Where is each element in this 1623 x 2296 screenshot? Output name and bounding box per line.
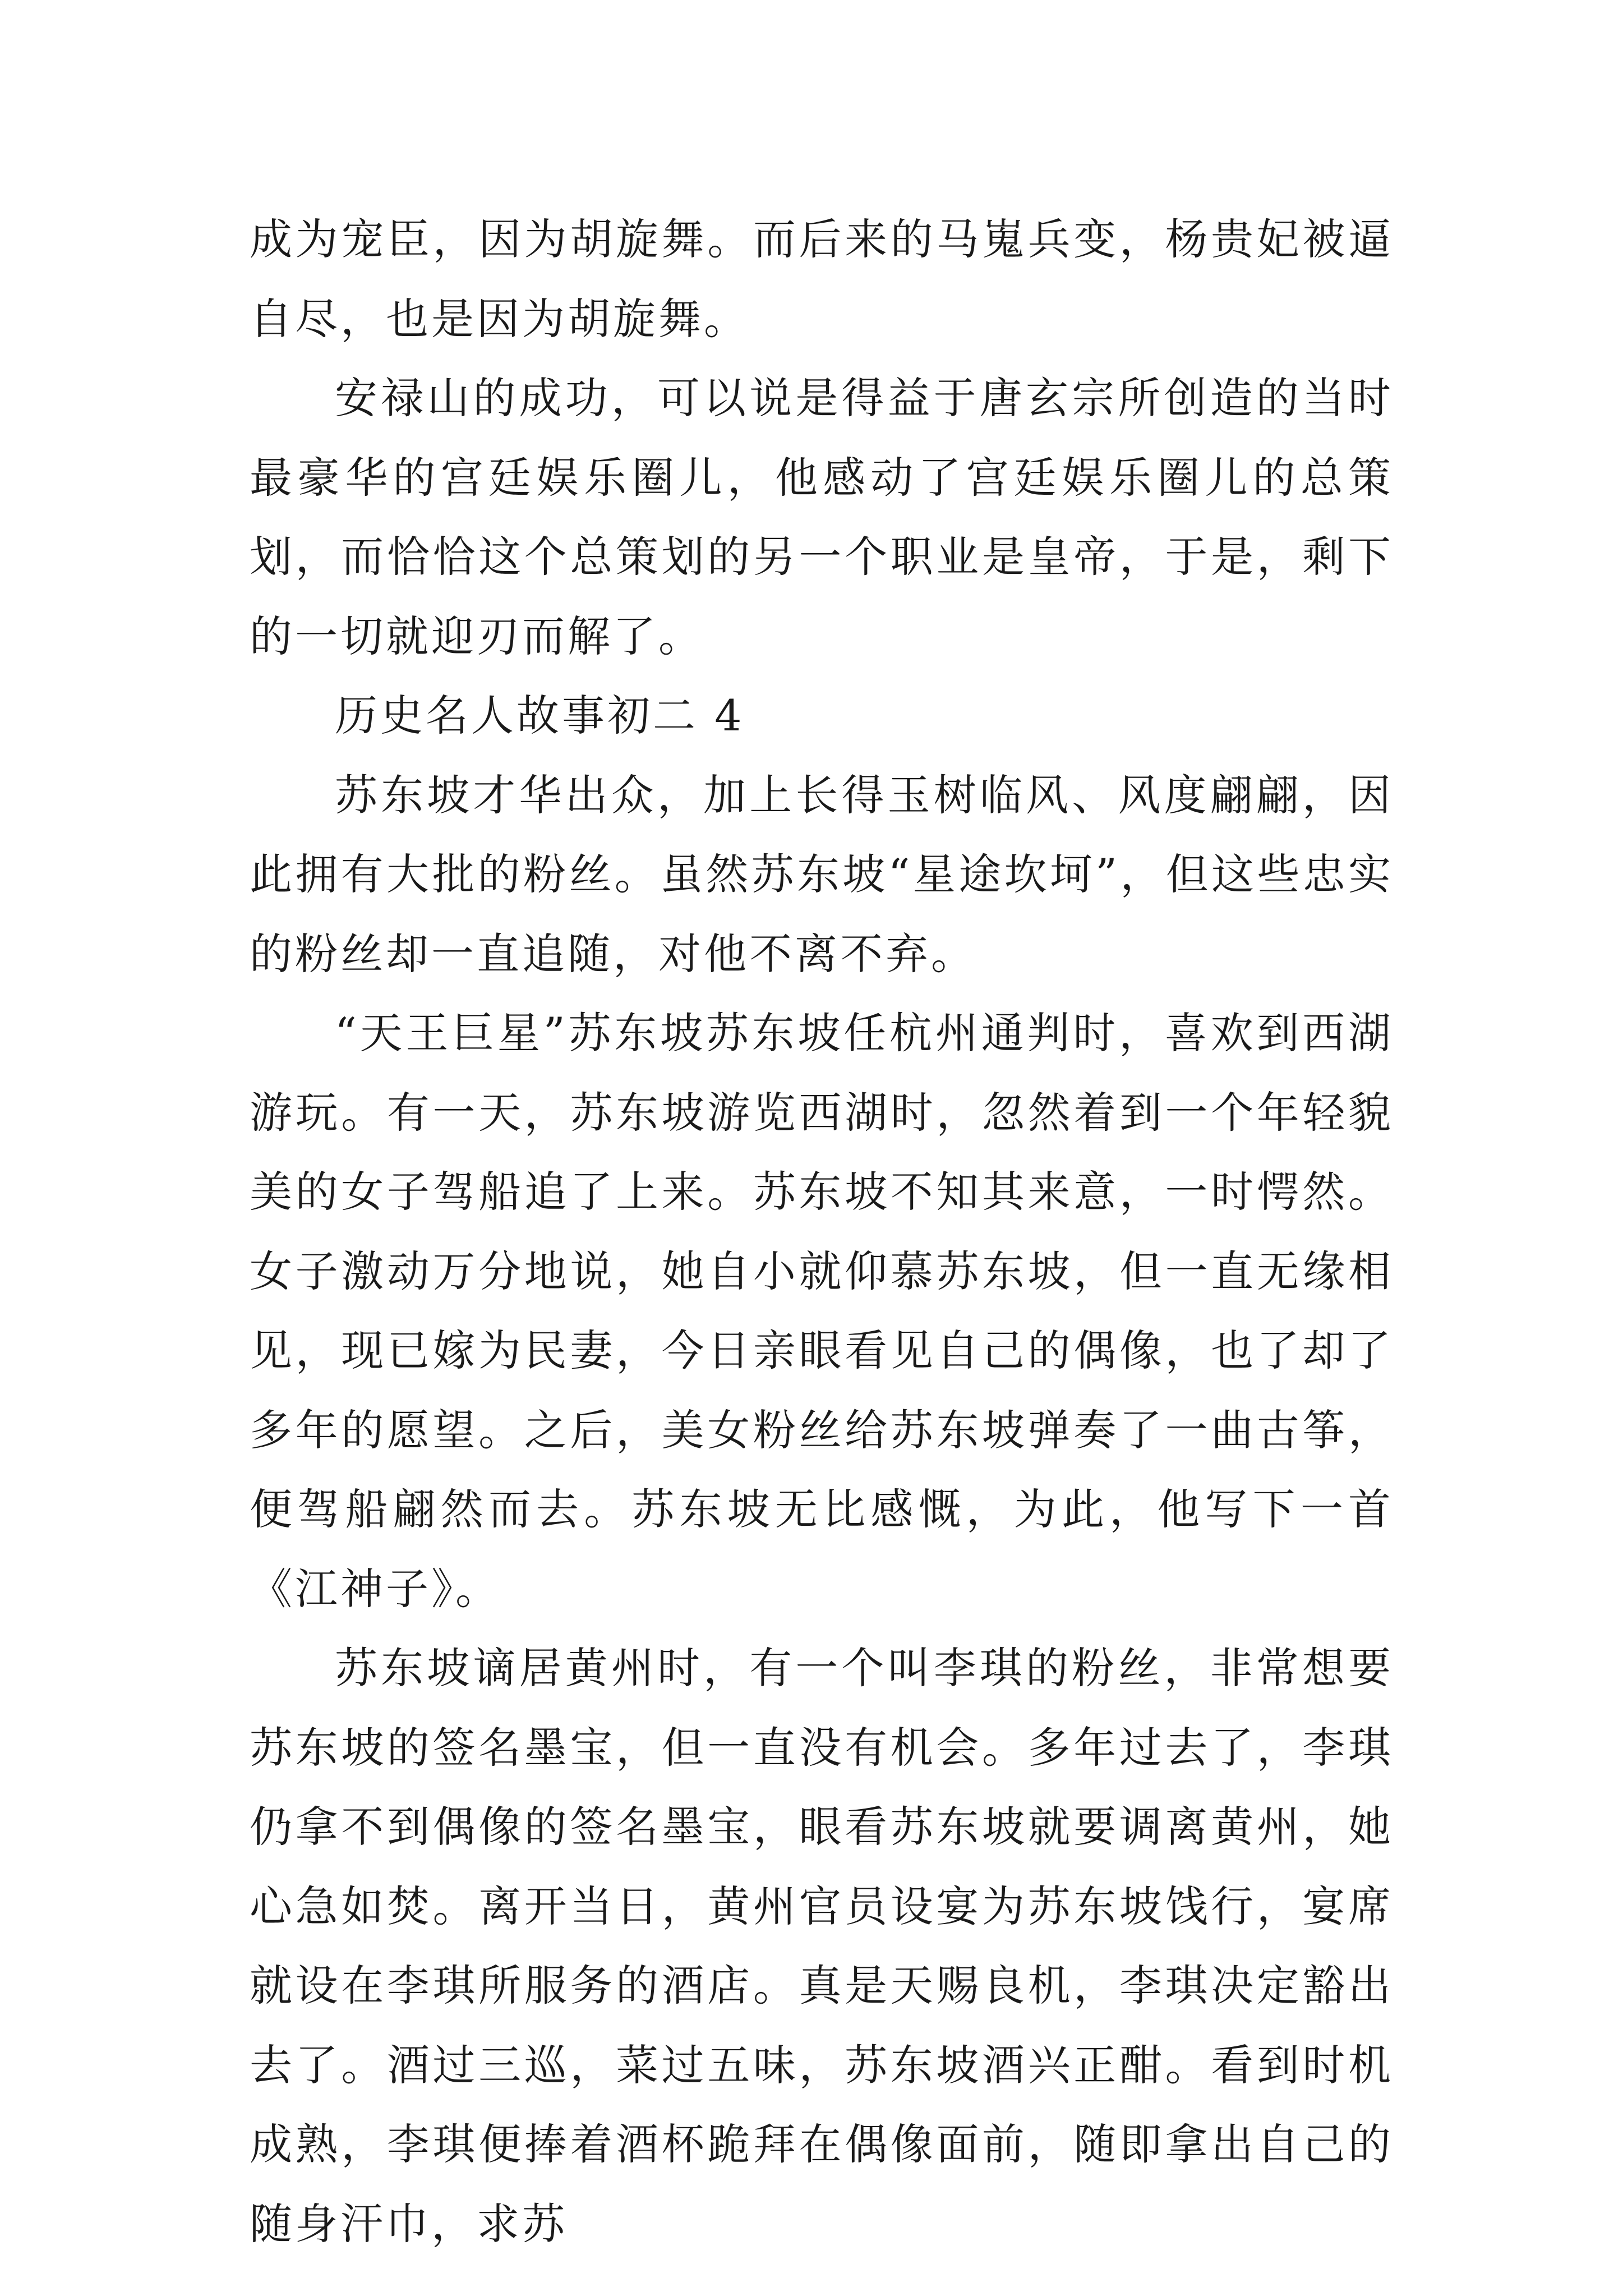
paragraph-huangzhou: 苏东坡谪居黄州时，有一个叫李琪的粉丝，非常想要苏东坡的签名墨宝，但一直没有机会。多年过去了，李琪仍拿不到偶像的签名墨宝，眼看苏东坡就要调离黄州，她心急如焚。离开当日，黄州官员设宴为苏东坡饯行，宴席就设在李琪所服务的酒店。真是天赐良机，李琪决定豁出去了。酒过三巡，菜过五味，苏东坡酒兴正酣。看到时机成熟，李琪便捧着酒杯跪拜在偶像面前，随即拿出自己的随身汗巾，求苏 xyxy=(250,1643,1394,2249)
paragraph-an-lushan: 安禄山的成功，可以说是得益于唐玄宗所创造的当时最豪华的宫廷娱乐圈儿，他感动了宫廷娱乐圈儿的总策划，而恰恰这个总策划的另一个职业是皇帝，于是，剩下的一切就迎刃而解了。 xyxy=(250,373,1394,661)
paragraph-su-dongpo-fans: 苏东坡才华出众，加上长得玉树临风、风度翩翩，因此拥有大批的粉丝。虽然苏东坡“星途坎坷”，但这些忠实的粉丝却一直追随，对他不离不弃。 xyxy=(250,770,1394,979)
paragraph-continuation: 成为宠臣，因为胡旋舞。而后来的马嵬兵变，杨贵妃被逼自尽，也是因为胡旋舞。 xyxy=(250,214,1394,344)
document-body xyxy=(250,200,1394,2263)
paragraph-west-lake: “天王巨星”苏东坡苏东坡任杭州通判时，喜欢到西湖游玩。有一天，苏东坡游览西湖时，忽然着到一个年轻貌美的女子驾船追了上来。苏东坡不知其来意，一时愕然。女子激动万分地说，她自小就仰慕苏东坡，但一直无缘相见，现已嫁为民妻，今日亲眼看见自己的偶像，也了却了多年的愿望。之后，美女粉丝给苏东坡弹奏了一曲古筝，便驾船翩然而去。苏东坡无比感慨，为此，他写下一首《江神子》。 xyxy=(250,1008,1394,1614)
section-heading: 历史名人故事初二 4 xyxy=(335,691,745,740)
